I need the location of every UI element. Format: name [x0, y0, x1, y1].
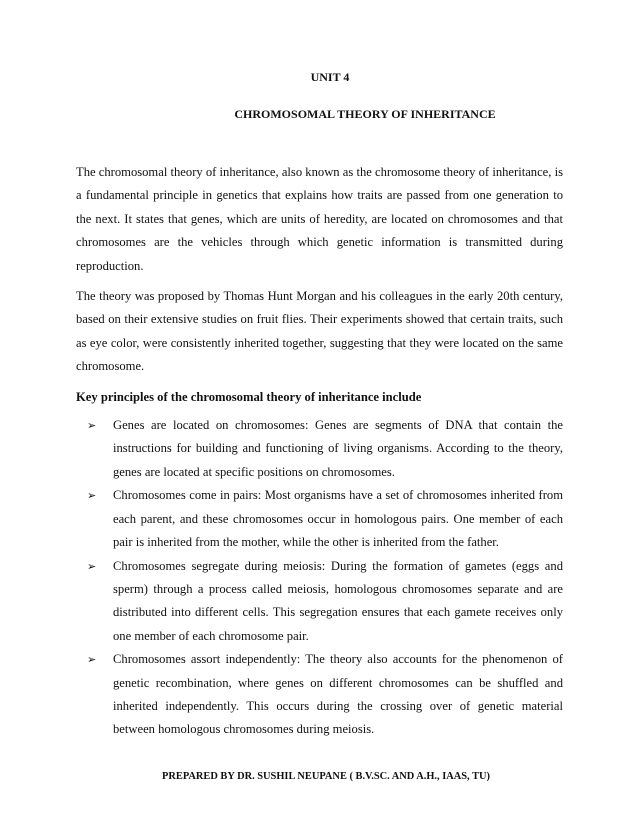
list-item-text: Chromosomes assort independently: The theory also accounts for the phenomenon of genetic recombination, where genes on different chromosomes can be shuffled and inherited independently. This occurs during the crossing over of genetic material between homologous chromosomes during meiosis.: [113, 652, 563, 737]
arrowhead-bullet-icon: ➢: [87, 419, 97, 433]
list-item: [87, 648, 563, 742]
arrowhead-bullet-icon: ➢: [87, 653, 97, 667]
list-item: [87, 484, 563, 554]
unit-label: UNIT 4: [310, 70, 350, 84]
arrowhead-bullet-icon: ➢: [87, 559, 97, 573]
page-footer: PREPARED BY DR. SUSHIL NEUPANE ( B.V.SC. AND A.H., IAAS, TU): [162, 771, 490, 782]
list-item: [87, 414, 563, 484]
document-body: [76, 161, 563, 742]
list-item: [87, 555, 563, 649]
list-item-text: Genes are located on chromosomes: Genes are segments of DNA that contain the instructions for building and functioning of living organisms. According to the theory, genes are located at specific positions on chromosomes.: [113, 418, 563, 479]
intro-paragraph: The chromosomal theory of inheritance, also known as the chromosome theory of inheritance, is a fundamental principle in genetics that explains how traits are passed from one generation to the next. It states that genes, which are units of heredity, are located on chromosomes and that chromosomes are the vehicles through which genetic information is transmitted during reproduction.: [76, 165, 563, 273]
principles-list: [76, 414, 563, 742]
arrowhead-bullet-icon: ➢: [87, 489, 97, 503]
page-title: CHROMOSOMAL THEORY OF INHERITANCE: [234, 107, 496, 121]
list-item-text: Chromosomes come in pairs: Most organisms have a set of chromosomes inherited from each parent, and these chromosomes occur in homologous pairs. One member of each pair is inherited from the mother, while the other is inherited from the father.: [113, 488, 563, 550]
history-paragraph: The theory was proposed by Thomas Hunt Morgan and his colleagues in the early 20th century, based on their extensive studies on fruit flies. Their experiments showed that certain traits, such as eye color, were consistently inherited together, suggesting that they were located on the same chromosome.: [76, 289, 563, 374]
list-item-text: Chromosomes segregate during meiosis: During the formation of gametes (eggs and sperm) through a process called meiosis, homologous chromosomes separate and are distributed into different cells. This segregation ensures that each gamete receives only one member of each chromosome pair.: [113, 558, 563, 643]
section-heading: Key principles of the chromosomal theory of inheritance include: [76, 389, 422, 404]
